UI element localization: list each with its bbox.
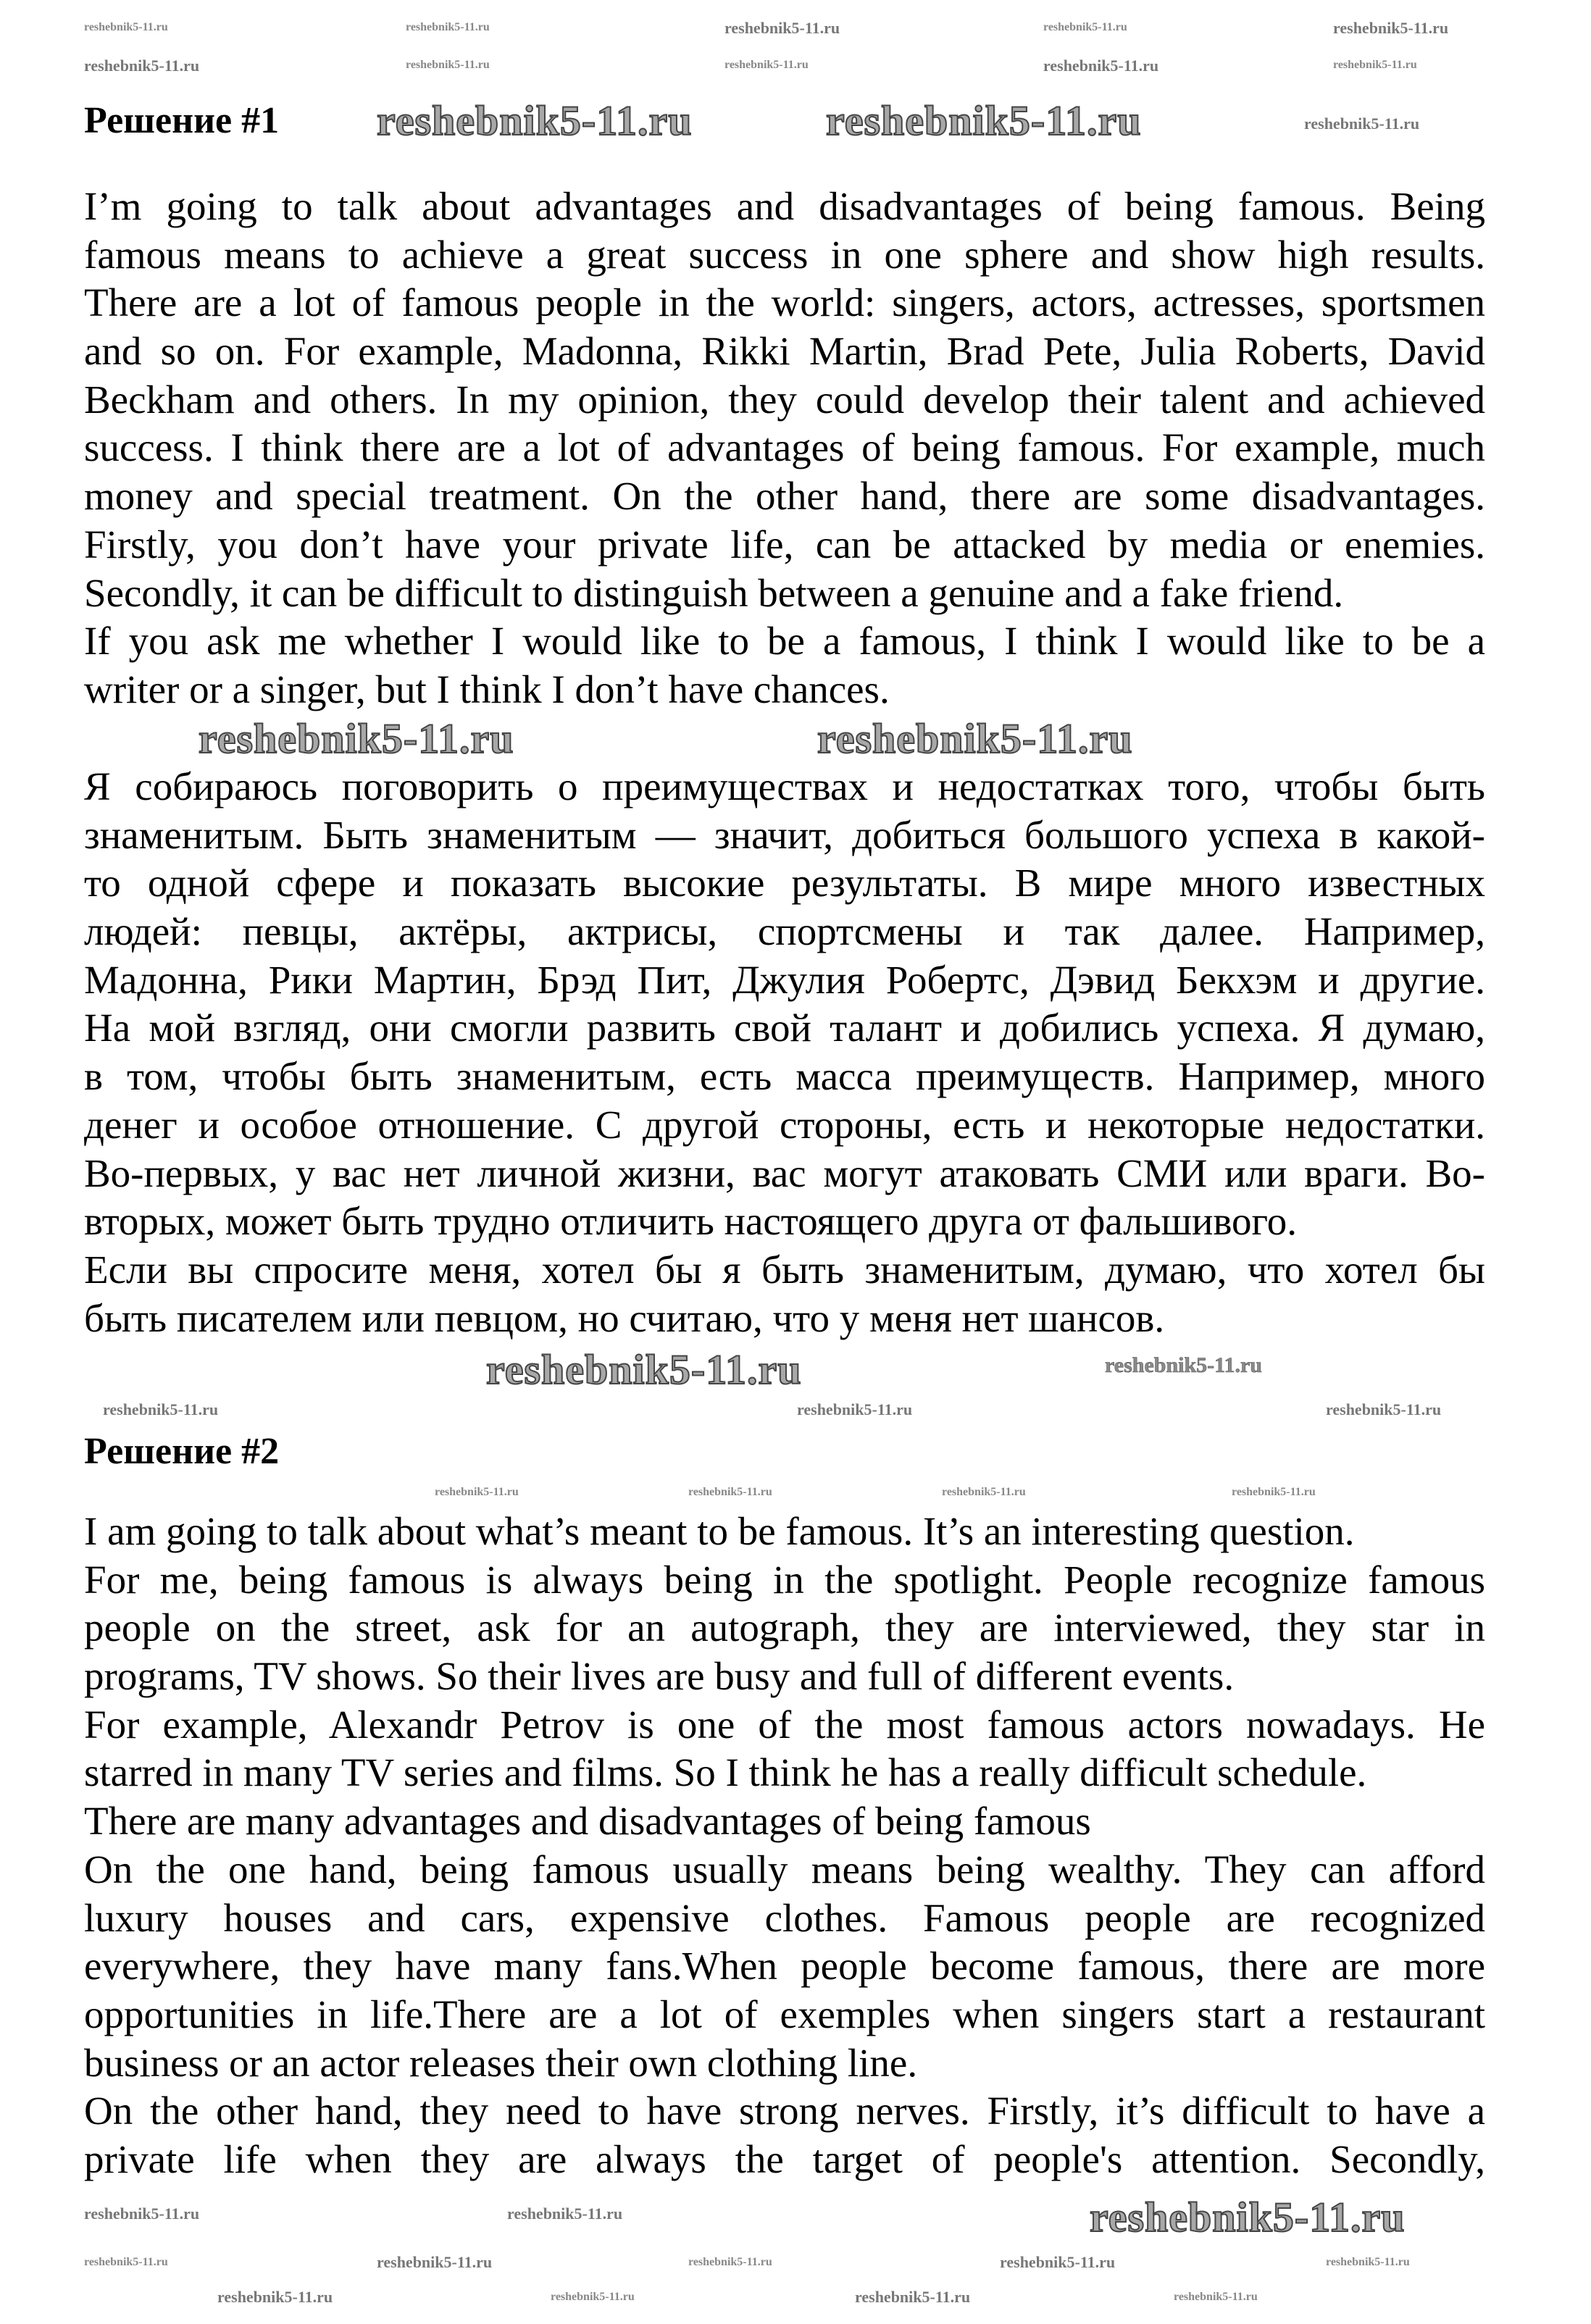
- text-line: On the other hand, they need to have strong nerves. Firstly, it’s difficult to have a: [84, 2089, 1485, 2133]
- watermark: reshebnik5-11.ru: [724, 59, 809, 71]
- text-line: Если вы спросите меня, хотел бы я быть знаменитым, думаю, что хотел бы: [84, 1247, 1485, 1292]
- text-line: людей: певцы, актёры, актрисы, спортсмены и так далее. Например,: [84, 909, 1485, 954]
- text-line: success. I think there are a lot of advantages of being famous. For example, much: [84, 425, 1485, 470]
- watermark: reshebnik5-11.ru: [817, 715, 1133, 762]
- text-line: business or an actor releases their own clothing line.: [84, 2040, 918, 2085]
- text-line: There are a lot of famous people in the world: singers, actors, actresses, sportsmen: [84, 280, 1485, 325]
- text-line: Beckham and others. In my opinion, they could develop their talent and achieved: [84, 377, 1485, 422]
- watermark: reshebnik5-11.ru: [1232, 1486, 1316, 1498]
- watermark: reshebnik5-11.ru: [84, 2256, 168, 2268]
- watermark: reshebnik5-11.ru: [406, 59, 490, 71]
- watermark: reshebnik5-11.ru: [1326, 2256, 1410, 2268]
- watermark: reshebnik5-11.ru: [84, 2204, 200, 2223]
- solution-2-english-text: [84, 1508, 1485, 2184]
- watermark: reshebnik5-11.ru: [1090, 2194, 1406, 2241]
- text-line: money and special treatment. On the other hand, there are some disadvantages.: [84, 474, 1485, 519]
- watermark: reshebnik5-11.ru: [435, 1486, 519, 1498]
- text-line: everywhere, they have many fans.When people become famous, there are more: [84, 1944, 1485, 1989]
- text-line: starred in many TV series and films. So I think he has a really difficult schedule.: [84, 1750, 1367, 1795]
- watermark: reshebnik5-11.ru: [797, 1400, 913, 1418]
- text-line: Во-первых, у вас нет личной жизни, вас могут атаковать СМИ или враги. Во-: [84, 1150, 1485, 1195]
- watermark: reshebnik5-11.ru: [84, 21, 168, 33]
- solution-1-heading: Решение #1: [84, 100, 280, 141]
- watermark: reshebnik5-11.ru: [724, 19, 840, 37]
- text-line: writer or a singer, but I think I don’t have chances.: [84, 666, 890, 711]
- text-line: private life when they are always the target of people's attention. Secondly,: [84, 2136, 1485, 2181]
- watermark: reshebnik5-11.ru: [1304, 114, 1420, 133]
- text-line: If you ask me whether I would like to be a famous, I think I would like to be a: [84, 619, 1485, 664]
- text-line: Firstly, you don’t have your private life, can be attacked by media or enemies.: [84, 522, 1485, 567]
- watermark: reshebnik5-11.ru: [199, 715, 514, 762]
- text-line: On the one hand, being famous usually means being wealthy. They can afford: [84, 1847, 1485, 1892]
- text-line: денег и особое отношение. С другой стороны, есть и некоторые недостатки.: [84, 1102, 1485, 1147]
- watermark: reshebnik5-11.ru: [1043, 57, 1159, 75]
- text-line: For example, Alexandr Petrov is one of the most famous actors nowadays. He: [84, 1702, 1485, 1747]
- text-line: people on the street, ask for an autograph, they are interviewed, they star in: [84, 1605, 1485, 1650]
- text-line: вторых, может быть трудно отличить настоящего друга от фальшивого.: [84, 1199, 1297, 1244]
- watermark: reshebnik5-11.ru: [1333, 59, 1417, 71]
- watermark: reshebnik5-11.ru: [1105, 1353, 1262, 1377]
- text-line: Мадонна, Рики Мартин, Брэд Пит, Джулия Робертс, Дэвид Бекхэм и другие.: [84, 957, 1485, 1002]
- watermark: reshebnik5-11.ru: [826, 97, 1142, 144]
- watermark: reshebnik5-11.ru: [1043, 21, 1127, 33]
- watermark: reshebnik5-11.ru: [942, 1486, 1026, 1498]
- watermark: reshebnik5-11.ru: [551, 2291, 635, 2303]
- watermark: reshebnik5-11.ru: [1174, 2291, 1258, 2303]
- text-line: то одной сфере и показать высокие результаты. В мире много известных: [84, 861, 1485, 906]
- text-line: Я собираюсь поговорить о преимуществах и недостатках того, чтобы быть: [84, 764, 1485, 808]
- text-line: and so on. For example, Madonna, Rikki Martin, Brad Pete, Julia Roberts, David: [84, 329, 1485, 374]
- watermark: reshebnik5-11.ru: [1326, 1400, 1442, 1418]
- text-line: There are many advantages and disadvantages of being famous: [84, 1799, 1091, 1844]
- text-line: в том, чтобы быть знаменитым, есть масса преимуществ. Например, много: [84, 1054, 1485, 1099]
- text-line: I am going to talk about what’s meant to be famous. It’s an interesting question.: [84, 1509, 1355, 1553]
- watermark: reshebnik5-11.ru: [507, 2204, 623, 2223]
- watermark: reshebnik5-11.ru: [377, 97, 693, 144]
- text-line: For me, being famous is always being in the spotlight. People recognize famous: [84, 1557, 1485, 1602]
- watermark: reshebnik5-11.ru: [406, 21, 490, 33]
- text-line: знаменитым. Быть знаменитым — значит, добиться большого успеха в какой-: [84, 812, 1485, 857]
- watermark: reshebnik5-11.ru: [486, 1346, 802, 1393]
- watermark: reshebnik5-11.ru: [688, 2256, 772, 2268]
- solution-1-english-text: [84, 183, 1485, 714]
- text-line: быть писателем или певцом, но считаю, что у меня нет шансов.: [84, 1295, 1165, 1340]
- watermark: reshebnik5-11.ru: [1333, 19, 1449, 37]
- text-line: I’m going to talk about advantages and disadvantages of being famous. Being: [84, 184, 1485, 228]
- watermark: reshebnik5-11.ru: [855, 2288, 971, 2306]
- text-line: Secondly, it can be difficult to distinguish between a genuine and a fake friend.: [84, 570, 1344, 615]
- text-line: famous means to achieve a great success in one sphere and show high results.: [84, 232, 1485, 277]
- text-line: programs, TV shows. So their lives are busy and full of different events.: [84, 1654, 1235, 1699]
- text-line: opportunities in life.There are a lot of exemples when singers start a restaurant: [84, 1991, 1485, 2036]
- watermark: reshebnik5-11.ru: [688, 1486, 772, 1498]
- text-line: На мой взгляд, они смогли развить свой талант и добились успеха. Я думаю,: [84, 1006, 1485, 1050]
- watermark: reshebnik5-11.ru: [84, 57, 200, 75]
- solution-2-heading: Решение #2: [84, 1431, 280, 1472]
- watermark: reshebnik5-11.ru: [103, 1400, 219, 1418]
- text-line: luxury houses and cars, expensive clothes. Famous people are recognized: [84, 1895, 1485, 1940]
- solution-1-russian-text: [84, 763, 1485, 1342]
- watermark: reshebnik5-11.ru: [217, 2288, 333, 2306]
- watermark: reshebnik5-11.ru: [377, 2253, 493, 2271]
- watermark: reshebnik5-11.ru: [1000, 2253, 1116, 2271]
